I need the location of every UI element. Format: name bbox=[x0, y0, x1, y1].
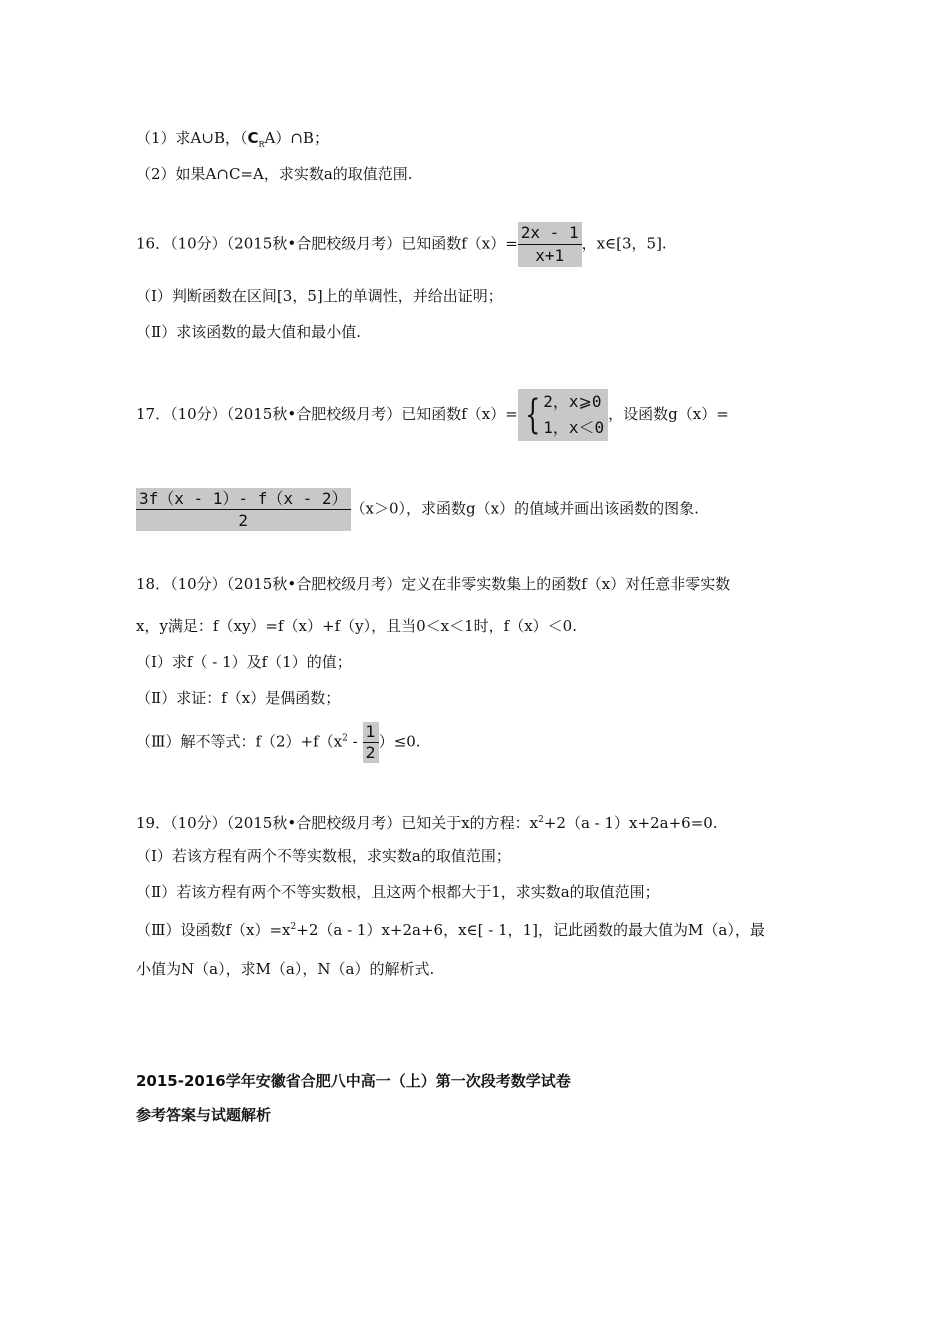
q18-half-fraction: $\frac{1}{2}$ bbox=[363, 722, 379, 763]
q15-part2: （2）如果A∩C=A，求实数a的取值范围. bbox=[136, 165, 413, 183]
q19-sub1: （Ⅰ）若该方程有两个不等实数根，求实数a的取值范围； bbox=[136, 847, 511, 865]
q16-sub1: （Ⅰ）判断函数在区间[3，5]上的单调性，并给出证明； bbox=[136, 287, 503, 305]
q18-sub1: （Ⅰ）求f（ - 1）及f（1）的值； bbox=[136, 653, 352, 671]
q18-sub2: （Ⅱ）求证：f（x）是偶函数； bbox=[136, 689, 341, 707]
q15-part1: （1）求A∪B，$(C_RA)\cap B$； bbox=[136, 129, 329, 149]
q18-line1: 18．（10分）（2015秋•合肥校级月考）定义在非零实数集上的函数f（x）对任意非零实数 bbox=[136, 575, 731, 593]
q16-fraction: $\frac{2x - 1}{x+1}$ bbox=[518, 222, 582, 267]
q17-fraction: $\frac{3f(x - 1)- f(x - 2)}{2}$ bbox=[136, 488, 351, 531]
q19-sub3-cont: 小值为N（a），求M（a），N（a）的解析式. bbox=[136, 960, 435, 978]
q19-sub2: （Ⅱ）若该方程有两个不等实数根，且这两个根都大于1，求实数a的取值范围； bbox=[136, 883, 660, 901]
answer-section-subtitle: 参考答案与试题解析 bbox=[136, 1106, 272, 1124]
q19-stem: 19．（10分）（2015秋•合肥校级月考）已知关于x的方程：$x^2+2(a - 1)x+2a+6=0$. bbox=[136, 814, 718, 832]
q18-line2: x，y满足：f（xy）=f（x）+f（y），且当0＜x＜1时，f（x）＜0. bbox=[136, 617, 577, 635]
q17-g-definition: $\frac{3f(x - 1)- f(x - 2)}{2}$ （x＞0），求函数g（x）的值域并画出该函数的图象. bbox=[136, 488, 699, 531]
q19-sub3: （Ⅲ）设函数$f(x)=x^2+2(a - 1)x+2a+6$，x∈[ - 1，1]，记此函数的最大值为M（a），最 bbox=[136, 921, 765, 939]
q16-stem: 16．（10分）（2015秋•合肥校级月考）已知函数f（x）= $\frac{2x - 1}{x+1}$ ，x∈[3，5]. bbox=[136, 223, 667, 265]
q18-sub3: （Ⅲ）解不等式：$f(2)+f(x^2$ - $\frac{1}{2}$ ）≤0. bbox=[136, 722, 421, 762]
q16-sub2: （Ⅱ）求该函数的最大值和最小值. bbox=[136, 323, 361, 341]
q17-piecewise: { 2，x⩾0 1，x＜0 bbox=[518, 389, 608, 441]
answer-section-title: 2015-2016学年安徽省合肥八中高一（上）第一次段考数学试卷 bbox=[136, 1072, 571, 1090]
q17-stem: 17．（10分）（2015秋•合肥校级月考）已知函数f（x）= { 2，x⩾0 1，x＜0 ，设函数g（x）= bbox=[136, 389, 729, 441]
